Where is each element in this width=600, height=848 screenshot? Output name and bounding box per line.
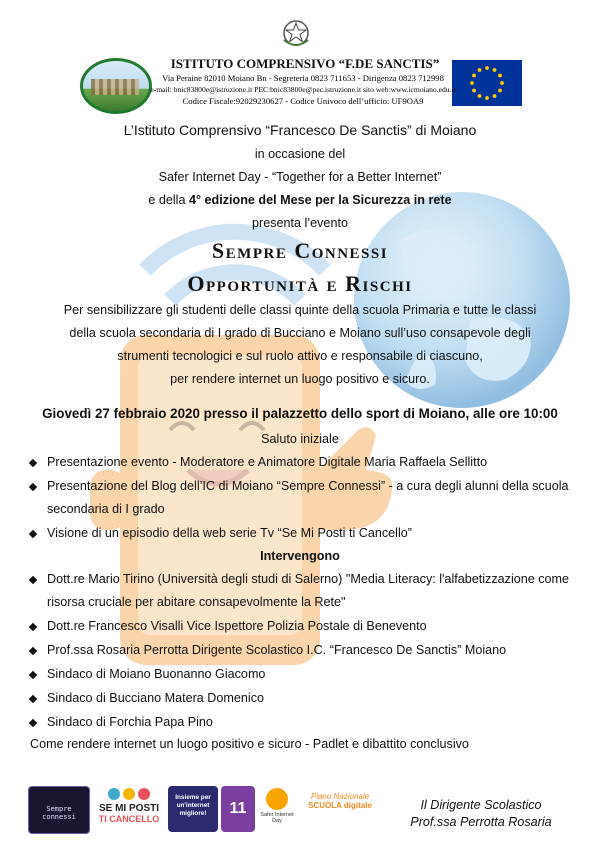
list-item: Dott.re Mario Tirino (Università degli studi di Salerno) "Media Literacy: l'alfabetizzazione come risorsa cruciale per abitare consapevolmente la Rete" <box>28 568 573 614</box>
eu-star-icon <box>485 96 489 100</box>
list-item: Prof.ssa Rosaria Perrotta Dirigente Scolastico I.C. “Francesco De Sanctis” Moiano <box>28 639 573 662</box>
eu-star-icon <box>493 68 497 72</box>
school-name: ISTITUTO COMPRENSIVO “F.DE SANCTIS” <box>170 56 440 71</box>
eu-star-icon <box>478 94 482 98</box>
program-list <box>28 451 573 545</box>
eu-star-icon <box>485 66 489 70</box>
list-item: Sindaco di Moiano Buonanno Giacomo <box>28 663 573 686</box>
list-item: Dott.re Francesco Visalli Vice Ispettore Polizia Postale di Benevento <box>28 615 573 638</box>
speakers-heading: Intervengono <box>260 549 340 563</box>
pnsd-logo: Piano Nazionale SCUOLA digitale <box>308 792 372 810</box>
occasion-line: in occasione del <box>254 147 346 161</box>
event-date: Giovedì 27 febbraio 2020 presso il palazzetto dello sport di Moiano, alle ore 10:00 <box>42 406 558 421</box>
list-item: Sindaco di Bucciano Matera Domenico <box>28 687 573 710</box>
signature-name: Prof.ssa Perrotta Rosaria <box>410 815 552 829</box>
eu-star-icon <box>500 81 504 85</box>
organizer-line: L’Istituto Comprensivo “Francesco De Sanctis” di Moiano <box>123 122 477 138</box>
list-item: Presentazione evento - Moderatore e Animatore Digitale Maria Raffaela Sellitto <box>28 451 573 474</box>
se-mi-posti-logo: SE MI POSTI TI CANCELLO <box>98 786 160 832</box>
eu-star-icon <box>472 74 476 78</box>
purpose-line: Per sensibilizzare gli studenti delle classi quinte della scuola Primaria e tutte le classi <box>63 303 537 317</box>
school-codes: Codice Fiscale:92029230627 - Codice Univoco dell’ufficio: UF9OA9 <box>182 96 424 106</box>
speakers-list <box>28 568 573 734</box>
purpose-line: per rendere internet un luogo positivo e sicuro. <box>170 372 430 386</box>
purpose-line: della scuola secondaria di I grado di Bucciano e Moiano sull’uso consapevole degli <box>69 326 531 340</box>
eu-star-icon <box>472 89 476 93</box>
closing-line: Come rendere internet un luogo positivo e sicuro - Padlet e dibattito conclusivo <box>30 737 469 751</box>
italian-emblem-icon <box>278 14 314 50</box>
safer-internet-line: Safer Internet Day - “Together for a Better Internet” <box>158 170 442 184</box>
safer-internet-day-logo: Safer Internet Day <box>260 786 294 832</box>
insieme-internet-logo: Insieme per un'internet migliore! <box>168 786 218 832</box>
school-contacts: e-mail: bnic83800e@istruzione.it PEC:bnic83800e@pec.istruzione.it sito web:www.icmoiano.edu.it <box>150 85 456 94</box>
school-address: Via Peraine 82010 Moiano Bn - Segreteria 0823 711653 - Dirigenza 0823 712998 <box>162 73 444 83</box>
eu-flag-icon <box>452 60 522 106</box>
purpose-paragraph <box>40 299 560 391</box>
eu-star-icon <box>493 94 497 98</box>
greeting-heading: Saluto iniziale <box>261 432 339 446</box>
month-edition-bold: 4° edizione del Mese per la Sicurezza in rete <box>189 193 452 207</box>
event-title-line2: Opportunità e Rischi <box>187 271 413 296</box>
presents-line: presenta l’evento <box>252 216 348 230</box>
school-logo <box>80 58 152 114</box>
eu-star-icon <box>470 81 474 85</box>
list-item: Presentazione del Blog dell’IC di Moiano “Sempre Connessi” - a cura degli alunni della scuola secondaria di I grado <box>28 475 573 521</box>
eu-star-icon <box>478 68 482 72</box>
sempre-connessi-logo: Sempre connessi <box>28 786 90 834</box>
mese-sicurezza-logo: 11 <box>221 786 255 832</box>
signature-block <box>396 797 566 831</box>
purpose-line: strumenti tecnologici e sul ruolo attivo e responsabile di ciascuno, <box>117 349 483 363</box>
list-item: Visione di un episodio della web serie Tv “Se Mi Posti ti Cancello” <box>28 522 573 545</box>
event-title-line1: Sempre Connessi <box>211 238 389 263</box>
signature-role: Il Dirigente Scolastico <box>420 798 542 812</box>
eu-star-icon <box>498 74 502 78</box>
list-item: Sindaco di Forchia Papa Pino <box>28 711 573 734</box>
month-edition-line: e della 4° edizione del Mese per la Sicurezza in rete <box>148 193 452 207</box>
eu-star-icon <box>498 89 502 93</box>
